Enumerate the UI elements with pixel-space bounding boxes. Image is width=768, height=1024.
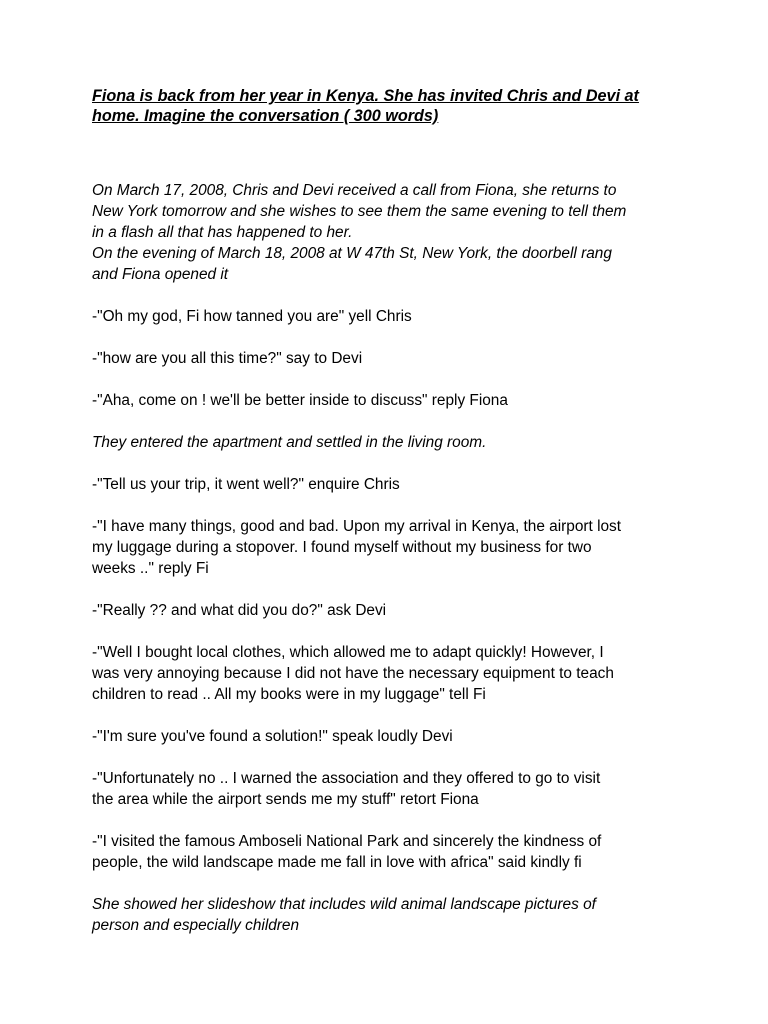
dialogue-9	[92, 768, 692, 810]
dialogue-7-line-1: -"Well I bought local clothes, which allowed me to adapt quickly! However, I	[92, 644, 604, 661]
intro-line-1: On March 17, 2008, Chris and Devi received a call from Fiona, she returns to	[92, 182, 617, 199]
intro-line-5: and Fiona opened it	[92, 266, 229, 283]
dialogue-6	[92, 600, 692, 621]
document-body	[92, 180, 692, 936]
title-line-1: Fiona is back from her year in Kenya. She has invited Chris and Devi at	[92, 87, 639, 105]
dialogue-7-line-3: children to read .. All my books were in my luggage" tell Fi	[92, 686, 486, 703]
dialogue-8-text: -"I'm sure you've found a solution!" speak loudly Devi	[92, 728, 453, 745]
narration-1-text: They entered the apartment and settled in the living room.	[92, 434, 487, 451]
dialogue-5-line-2: my luggage during a stopover. I found myself without my business for two	[92, 539, 592, 556]
dialogue-10-line-1: -"I visited the famous Amboseli National Park and sincerely the kindness of	[92, 833, 602, 850]
dialogue-4-text: -"Tell us your trip, it went well?" enquire Chris	[92, 476, 400, 493]
narration-1	[92, 432, 692, 453]
dialogue-9-line-2: the area while the airport sends me my stuff" retort Fiona	[92, 791, 479, 808]
intro-line-3: in a flash all that has happened to her.	[92, 224, 353, 241]
dialogue-6-text: -"Really ?? and what did you do?" ask Devi	[92, 602, 387, 619]
narration-2-line-1: She showed her slideshow that includes wild animal landscape pictures of	[92, 896, 596, 913]
dialogue-2-text: -"how are you all this time?" say to Devi	[92, 350, 363, 367]
dialogue-3	[92, 390, 692, 411]
title-line-2: home. Imagine the conversation ( 300 words)	[92, 107, 439, 125]
dialogue-5	[92, 516, 692, 579]
dialogue-7	[92, 642, 692, 705]
dialogue-1-text: -"Oh my god, Fi how tanned you are" yell Chris	[92, 308, 412, 325]
dialogue-10-line-2: people, the wild landscape made me fall in love with africa" said kindly fi	[92, 854, 582, 871]
dialogue-5-line-1: -"I have many things, good and bad. Upon my arrival in Kenya, the airport lost	[92, 518, 622, 535]
document-header	[92, 86, 682, 126]
dialogue-4	[92, 474, 692, 495]
document-title	[92, 86, 682, 126]
intro-paragraph	[92, 180, 692, 285]
dialogue-3-text: -"Aha, come on ! we'll be better inside to discuss" reply Fiona	[92, 392, 508, 409]
dialogue-9-line-1: -"Unfortunately no .. I warned the association and they offered to go to visit	[92, 770, 601, 787]
intro-line-4: On the evening of March 18, 2008 at W 47th St, New York, the doorbell rang	[92, 245, 612, 262]
dialogue-10	[92, 831, 692, 873]
dialogue-1	[92, 306, 692, 327]
dialogue-2	[92, 348, 692, 369]
dialogue-7-line-2: was very annoying because I did not have the necessary equipment to teach	[92, 665, 614, 682]
narration-2	[92, 894, 692, 936]
intro-line-2: New York tomorrow and she wishes to see them the same evening to tell them	[92, 203, 627, 220]
dialogue-8	[92, 726, 692, 747]
narration-2-line-2: person and especially children	[92, 917, 300, 934]
dialogue-5-line-3: weeks .." reply Fi	[92, 560, 209, 577]
